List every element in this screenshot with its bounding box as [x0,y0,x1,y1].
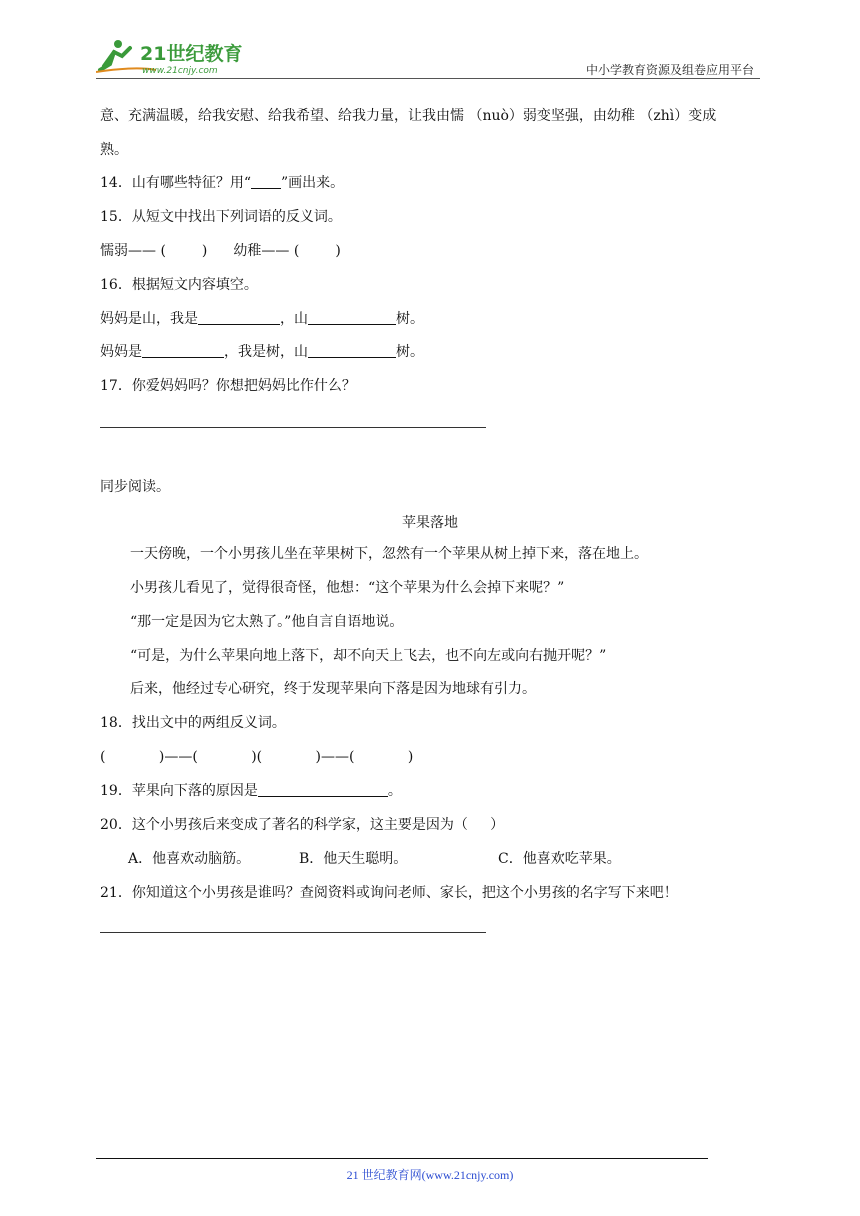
q16-l2-text-c: 树。 [396,344,424,360]
svg-text:21世纪教育: 21世纪教育 [140,43,243,65]
question-17: 17．你爱妈妈吗？你想把妈妈比作什么？ [100,378,356,394]
q16-line-1 [100,310,424,328]
q16-blank-2[interactable] [308,310,396,325]
q21-answer-line[interactable] [100,932,486,933]
sync-reading-label: 同步阅读。 [100,479,170,495]
q16-blank-4[interactable] [308,343,396,358]
header-platform-text: 中小学教育资源及组卷应用平台 [585,63,754,77]
passage-line-1: 意、充满温暖，给我安慰、给我希望、给我力量，让我由懦 （nuò）弱变坚强，由幼稚 （zhì）变成 [100,108,717,124]
q16-l1-text-b: ，山 [280,311,308,327]
passage-para-4: “可是，为什么苹果向地上落下，却不向天上飞去，也不向左或向右抛开呢？” [130,648,607,664]
question-15: 15．从短文中找出下列词语的反义词。 [100,209,342,225]
q16-blank-3[interactable] [142,343,224,358]
q19-text-a: 19．苹果向下落的原因是 [100,783,258,799]
svg-text:www.21cnjy.com: www.21cnjy.com [142,66,218,76]
q20-option-a[interactable]: A．他喜欢动脑筋。 [128,851,251,867]
question-16: 16．根据短文内容填空。 [100,277,258,293]
q20-option-c[interactable]: C．他喜欢吃苹果。 [498,851,621,867]
passage-line-2: 熟。 [100,142,128,158]
q16-l2-text-b: ，我是树，山 [224,344,308,360]
passage-para-5: 后来，他经过专心研究，终于发现苹果向下落是因为地球有引力。 [130,681,536,697]
q15-close-2: ) [335,243,341,259]
q19-blank[interactable] [258,782,388,797]
q15-answers [100,242,341,260]
passage-para-3: “那一定是因为它太熟了。”他自言自语地说。 [130,614,404,630]
q14-text-a: 14．山有哪些特征？用“ [100,175,251,191]
passage-para-1: 一天傍晚，一个小男孩儿坐在苹果树下，忽然有一个苹果从树上掉下来，落在地上。 [130,546,648,562]
q20-option-b[interactable]: B．他天生聪明。 [299,851,408,867]
question-19 [100,782,402,800]
header-divider [96,78,760,79]
q17-answer-line[interactable] [100,427,486,428]
footer-divider [96,1158,708,1159]
q14-blank[interactable] [251,174,281,189]
passage-title: 苹果落地 [402,515,458,531]
question-21: 21．你知道这个小男孩是谁吗？查阅资料或询问老师、家长，把这个小男孩的名字写下来吧！ [100,885,678,901]
q18-answer-line[interactable]: ( )——( )( )——( ) [100,749,414,765]
q15-close-1: ) [201,243,208,259]
q15-word-2: 幼稚—— ( [233,243,300,259]
q14-text-b: ”画出来。 [280,175,345,191]
question-18: 18．找出文中的两组反义词。 [100,715,286,731]
footer-text[interactable]: 21 世纪教育网(www.21cnjy.com) [346,1168,514,1182]
q16-l2-text-a: 妈妈是 [100,344,142,360]
page-header [96,32,760,80]
question-14 [100,174,344,192]
q16-line-2 [100,343,424,361]
q19-text-b: 。 [387,783,402,799]
question-20: 20．这个小男孩后来变成了著名的科学家，这主要是因为（ ） [100,817,505,833]
logo-21cnjy [96,36,266,76]
q15-word-1: 懦弱—— ( [100,243,166,259]
q16-l1-text-a: 妈妈是山，我是 [100,311,198,327]
q16-l1-text-c: 树。 [396,311,424,327]
passage-para-2: 小男孩儿看见了，觉得很奇怪，他想：“这个苹果为什么会掉下来呢？” [130,580,565,596]
q16-blank-1[interactable] [198,310,280,325]
